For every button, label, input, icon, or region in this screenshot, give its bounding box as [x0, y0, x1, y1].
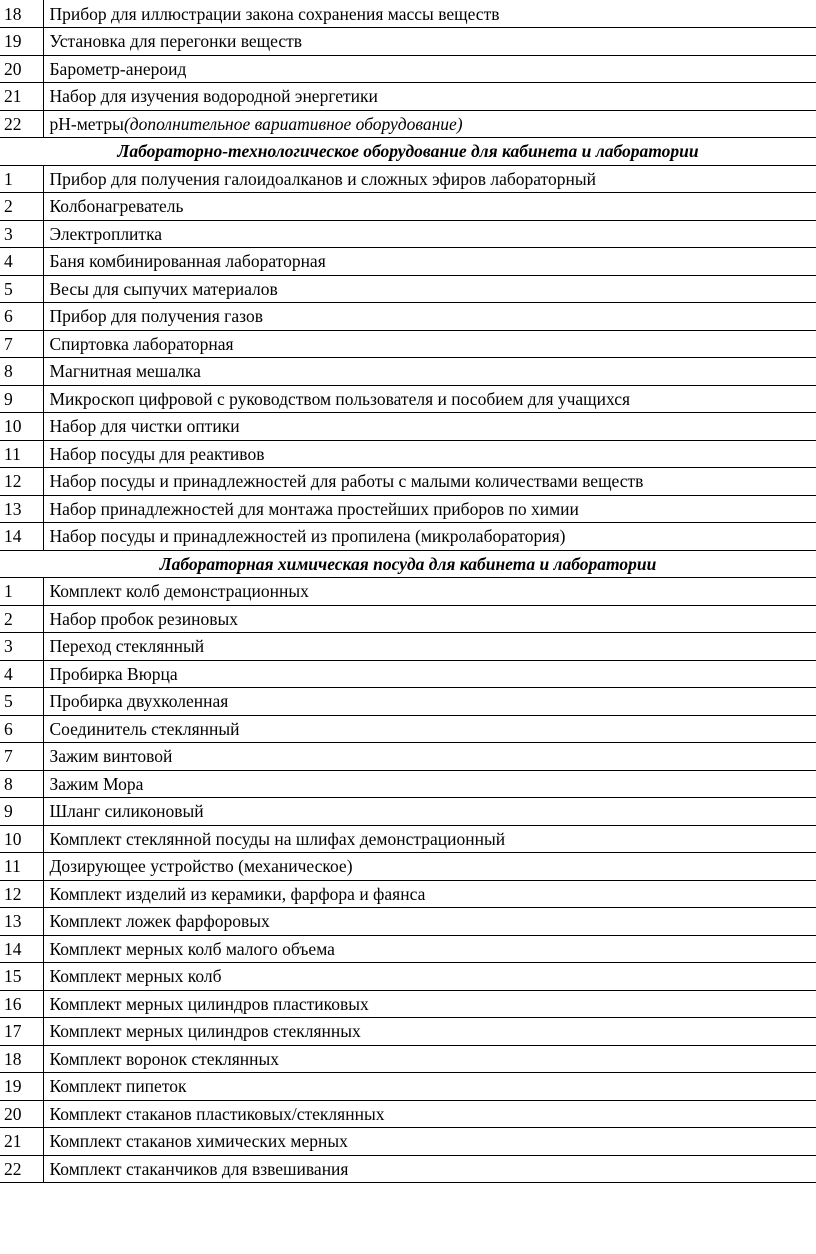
row-number: 4 [0, 248, 43, 276]
row-number: 22 [0, 110, 43, 138]
table-row [0, 1045, 816, 1073]
table-row [0, 28, 816, 56]
row-number: 8 [0, 770, 43, 798]
row-number: 20 [0, 1100, 43, 1128]
row-text: Спиртовка лабораторная [43, 330, 816, 358]
row-text: Прибор для получения галоидоалканов и сложных эфиров лабораторный [43, 165, 816, 193]
row-text: Комплект стаканчиков для взвешивания [43, 1155, 816, 1183]
table-row [0, 358, 816, 386]
row-text: Переход стеклянный [43, 633, 816, 661]
row-text: Прибор для иллюстрации закона сохранения массы веществ [43, 0, 816, 28]
table-row [0, 110, 816, 138]
table-row [0, 523, 816, 551]
row-number: 21 [0, 1128, 43, 1156]
table-row [0, 55, 816, 83]
row-number: 5 [0, 275, 43, 303]
row-text: Набор принадлежностей для монтажа простейших приборов по химии [43, 495, 816, 523]
table-row [0, 275, 816, 303]
row-text: Комплект мерных цилиндров стеклянных [43, 1018, 816, 1046]
table-row [0, 770, 816, 798]
table-row [0, 963, 816, 991]
row-text: Комплект мерных колб [43, 963, 816, 991]
row-number: 10 [0, 413, 43, 441]
row-number: 17 [0, 1018, 43, 1046]
row-number: 15 [0, 963, 43, 991]
table-row [0, 1100, 816, 1128]
row-number: 19 [0, 28, 43, 56]
row-text: Набор посуды и принадлежностей для работы с малыми количествами веществ [43, 468, 816, 496]
optional-equipment-note: (дополнительное вариативное оборудование) [123, 113, 463, 134]
row-number: 7 [0, 743, 43, 771]
row-number: 7 [0, 330, 43, 358]
row-number: 2 [0, 193, 43, 221]
row-number: 18 [0, 0, 43, 28]
row-text: Комплект пипеток [43, 1073, 816, 1101]
row-text: Дозирующее устройство (механическое) [43, 853, 816, 881]
row-text: Комплект мерных цилиндров пластиковых [43, 990, 816, 1018]
row-text: Электроплитка [43, 220, 816, 248]
row-number: 12 [0, 468, 43, 496]
row-text: Баня комбинированная лабораторная [43, 248, 816, 276]
row-text [43, 110, 816, 138]
row-number: 9 [0, 385, 43, 413]
table-row [0, 413, 816, 441]
table-row [0, 385, 816, 413]
row-number: 6 [0, 303, 43, 331]
row-text: Зажим Мора [43, 770, 816, 798]
row-number: 16 [0, 990, 43, 1018]
row-text: Набор пробок резиновых [43, 605, 816, 633]
row-number: 11 [0, 440, 43, 468]
table-row [0, 880, 816, 908]
row-number: 18 [0, 1045, 43, 1073]
row-text: Шланг силиконовый [43, 798, 816, 826]
row-number: 10 [0, 825, 43, 853]
row-text: Комплект стеклянной посуды на шлифах демонстрационный [43, 825, 816, 853]
row-text: Комплект воронок стеклянных [43, 1045, 816, 1073]
row-number: 8 [0, 358, 43, 386]
table-row [0, 303, 816, 331]
table-row [0, 83, 816, 111]
row-text: Набор для изучения водородной энергетики [43, 83, 816, 111]
section-header-lab-equipment [0, 138, 816, 166]
table-row [0, 1018, 816, 1046]
table-row [0, 853, 816, 881]
table-row [0, 908, 816, 936]
ph-meters-label: pH-метры [49, 113, 124, 134]
row-number: 12 [0, 880, 43, 908]
row-text: Набор для чистки оптики [43, 413, 816, 441]
row-text: Прибор для получения газов [43, 303, 816, 331]
row-number: 1 [0, 165, 43, 193]
table-row [0, 578, 816, 606]
table-row [0, 605, 816, 633]
row-number: 14 [0, 523, 43, 551]
table-row [0, 688, 816, 716]
row-number: 4 [0, 660, 43, 688]
table-row [0, 660, 816, 688]
table-row [0, 165, 816, 193]
table-row [0, 743, 816, 771]
table-row [0, 990, 816, 1018]
table-row [0, 1128, 816, 1156]
table-row [0, 715, 816, 743]
table-row [0, 935, 816, 963]
table-row [0, 193, 816, 221]
row-number: 22 [0, 1155, 43, 1183]
table-row [0, 0, 816, 28]
table-row [0, 330, 816, 358]
row-text: Зажим винтовой [43, 743, 816, 771]
table-row [0, 220, 816, 248]
row-number: 14 [0, 935, 43, 963]
row-text: Комплект ложек фарфоровых [43, 908, 816, 936]
row-number: 13 [0, 908, 43, 936]
row-number: 20 [0, 55, 43, 83]
table-row [0, 825, 816, 853]
row-text: Магнитная мешалка [43, 358, 816, 386]
row-number: 19 [0, 1073, 43, 1101]
row-number: 3 [0, 633, 43, 661]
row-text: Комплект изделий из керамики, фарфора и фаянса [43, 880, 816, 908]
row-number: 9 [0, 798, 43, 826]
table-row [0, 248, 816, 276]
row-text: Комплект стаканов пластиковых/стеклянных [43, 1100, 816, 1128]
row-number: 13 [0, 495, 43, 523]
table-row [0, 798, 816, 826]
table-row [0, 468, 816, 496]
row-number: 11 [0, 853, 43, 881]
row-number: 1 [0, 578, 43, 606]
row-number: 6 [0, 715, 43, 743]
row-text: Соединитель стеклянный [43, 715, 816, 743]
table-row [0, 440, 816, 468]
row-number: 2 [0, 605, 43, 633]
row-number: 5 [0, 688, 43, 716]
row-number: 21 [0, 83, 43, 111]
table-row [0, 495, 816, 523]
row-text: Комплект мерных колб малого объема [43, 935, 816, 963]
row-text: Колбонагреватель [43, 193, 816, 221]
table-row [0, 1073, 816, 1101]
section-title: Лабораторная химическая посуда для кабинета и лаборатории [0, 550, 816, 578]
row-text: Набор посуды для реактивов [43, 440, 816, 468]
row-text: Установка для перегонки веществ [43, 28, 816, 56]
section-header-lab-glassware [0, 550, 816, 578]
row-text: Весы для сыпучих материалов [43, 275, 816, 303]
table-row [0, 1155, 816, 1183]
row-text: Комплект стаканов химических мерных [43, 1128, 816, 1156]
section-title: Лабораторно-технологическое оборудование для кабинета и лаборатории [0, 138, 816, 166]
row-text: Барометр-анероид [43, 55, 816, 83]
table-row [0, 633, 816, 661]
row-text: Микроскоп цифровой с руководством пользователя и пособием для учащихся [43, 385, 816, 413]
row-text: Комплект колб демонстрационных [43, 578, 816, 606]
row-text: Набор посуды и принадлежностей из пропилена (микролаборатория) [43, 523, 816, 551]
row-text: Пробирка двухколенная [43, 688, 816, 716]
row-number: 3 [0, 220, 43, 248]
row-text: Пробирка Вюрца [43, 660, 816, 688]
